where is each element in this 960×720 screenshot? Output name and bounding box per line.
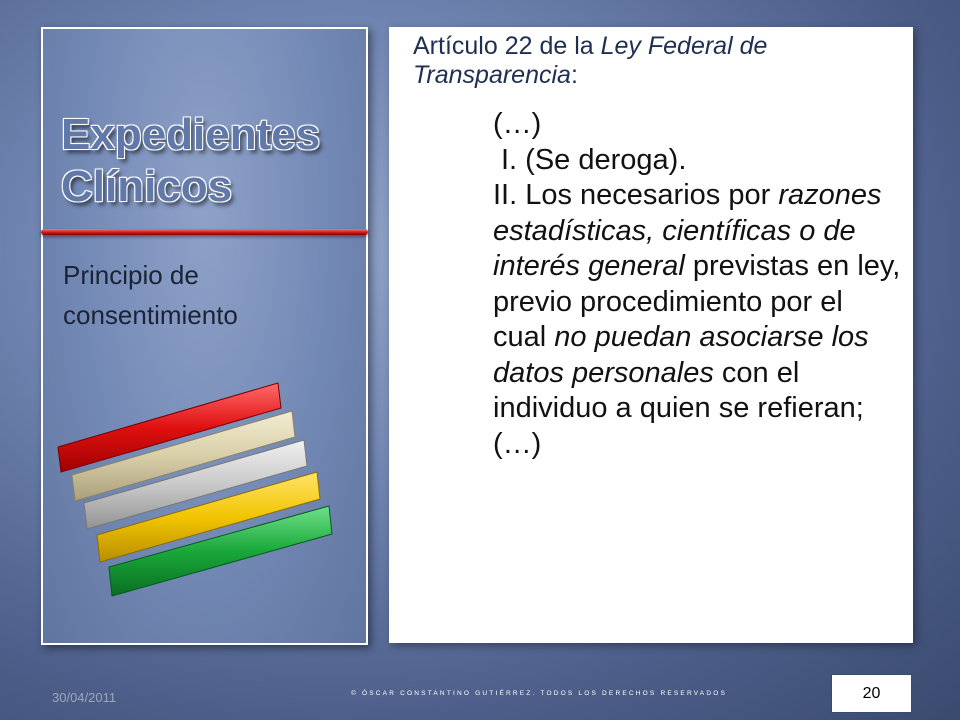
footer-date: 30/04/2011	[52, 690, 117, 705]
title-panel	[41, 27, 368, 645]
item-2	[493, 178, 903, 427]
slide-title-line1: Expedientes	[61, 110, 321, 159]
page-number: 20	[831, 674, 912, 713]
slide-title-line2: Clínicos	[61, 162, 233, 211]
heading-law-name: Ley Federal de Transparencia	[413, 32, 768, 89]
heading-suffix: :	[570, 61, 578, 89]
slide-subtitle: Principio de consentimiento	[63, 260, 238, 330]
heading-prefix: Artículo 22 de la	[413, 32, 601, 60]
item-2-part-b: razones estadísticas, científicas o de interés general	[493, 179, 882, 282]
article-heading	[413, 32, 893, 90]
item-2-part-a: II. Los necesarios por	[493, 179, 779, 211]
ellipsis-close: (…)	[493, 427, 542, 460]
content-panel	[389, 27, 913, 643]
item-2-part-d: no puedan asociarse los datos personales	[493, 321, 869, 389]
item-2-part-e: con el individuo a quien se refieran;	[493, 356, 864, 424]
color-bars-graphic	[43, 29, 370, 647]
article-body	[493, 107, 903, 462]
item-2-part-c: previstas en ley, previo procedimiento por el cual	[493, 250, 901, 353]
footer-copyright: © ÓSCAR CONSTANTINO GUTIÉRREZ. TODOS LOS DERECHOS RESERVADOS	[351, 690, 728, 697]
ellipsis-open: (…)	[493, 108, 542, 140]
item-1: I. (Se deroga).	[501, 143, 687, 176]
